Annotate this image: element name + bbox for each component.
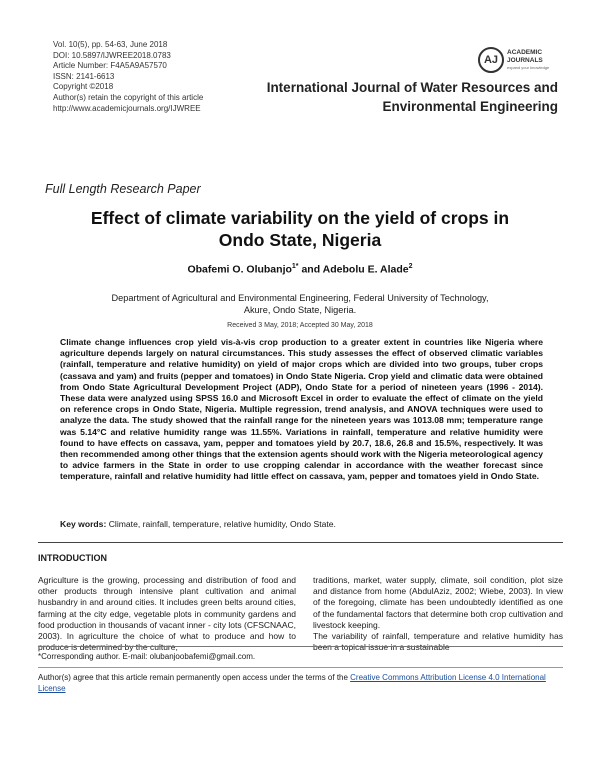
author-2: Adebolu E. Alade	[322, 263, 409, 276]
article-number-line: Article Number: F4A5A9A57570	[53, 61, 167, 71]
intro-column-right: traditions, market, water supply, climate, soil condition, plot size and distance from home (AbdulAziz, 2002; Wiebe, 2003). In view of the foregoing, climate has been undoubtedly identified as one of the fundamental factors that determine both crop cultivation and livestock keeping. The variability of rainfall, temperature and relative humidity has been a topical issue in a sustainable	[313, 575, 563, 653]
affiliation-line1: Department of Agricultural and Environmental Engineering, Federal University of Technology,	[111, 293, 489, 303]
doi-line: DOI: 10.5897/IJWREE2018.0783	[53, 50, 171, 60]
journal-url-line: http://www.academicjournals.org/IJWREE	[53, 103, 201, 113]
author-list	[0, 263, 600, 276]
footnote-divider-2	[38, 667, 563, 668]
affiliation	[80, 292, 520, 316]
journal-name-line1: International Journal of Water Resources and	[266, 80, 558, 95]
intro-column-left: Agriculture is the growing, processing and distribution of food and other products through intensive plant cultivation and animal husbandry in and around cities. It includes green belts around cities, farming at the city edge, vegetable plots in community gardens and food production in thousands of vacant inner - city lots (CFSCNAAC, 2003). In agriculture the choice of what to produce and how to produce is determined by the culture,	[38, 575, 296, 653]
footnote-divider	[38, 646, 563, 647]
logo-name	[507, 49, 543, 64]
keywords-label: Key words:	[60, 519, 107, 529]
author-separator: and	[298, 263, 323, 276]
corresponding-author-note: *Corresponding author. E-mail: olubanjoobafemi@gmail.com.	[38, 652, 256, 661]
abstract: Climate change influences crop yield vis-à-vis crop production to a greater extent in countries like Nigeria where agriculture depends largely on natural circumstances. This study assesses the effect of observed climatic variables (rainfall, temperature and relative humidity) on yield of major crops which are divided into two groups, tuber crops (cassava and yam) and fruits (pepper and tomatoes) in Ondo State Nigeria. Crop yield and climatic data were obtained from Ondo State Agricultural Development Project (ADP), Ondo State for a period of nineteen years (1996 - 2014). These data were analyzed using SPSS 16.0 and Microsoft Excel in order to evaluate the effect of climate on the yield on reference crops in Ondo State, Nigeria. Multiple regression, trend analysis, and ANOVA techniques were used to analyze the data. The study showed that the rainfall range for the nineteen years was 1013.08 mm; temperature range was 5.14°C and relative humidity range was 11.55%. Variations in rainfall, temperature and relative humidity were found to have effects on cassava, yam, pepper and tomatoes yield by 20.7, 18.6, 26.8 and 15.5%, respectively. It was then recommended among other things that the extension agents should work with the Nigeria meteorological agency to advice farmers in the State in order to use cropping calendar in accordance with the weather forecast since temperature, rainfall and relative humidity had little effect on cassava, yam, pepper and tomatoes yield in Ondo State.	[60, 337, 543, 482]
paper-type: Full Length Research Paper	[45, 182, 201, 196]
keywords	[60, 519, 543, 529]
journal-name-line2: Environmental Engineering	[382, 99, 558, 114]
logo-tagline: expand your knowledge	[507, 65, 550, 70]
logo-mark-icon: AJ	[478, 47, 504, 73]
issn-line: ISSN: 2141-6613	[53, 71, 115, 81]
license-text: Author(s) agree that this article remain permanently open access under the terms of the	[38, 673, 351, 682]
affiliation-line2: Akure, Ondo State, Nigeria.	[243, 305, 357, 315]
license-note	[38, 672, 563, 694]
volume-line: Vol. 10(5), pp. 54-63, June 2018	[53, 40, 168, 49]
title-line2: Ondo State, Nigeria	[218, 230, 382, 250]
journal-name	[267, 78, 558, 116]
received-dates: Received 3 May, 2018; Accepted 30 May, 2018	[227, 322, 373, 329]
copyright-line: Copyright ©2018	[53, 82, 114, 92]
license-link[interactable]: Creative Commons Attribution License 4.0 International License	[38, 673, 546, 693]
author-2-affiliation-mark: 2	[408, 263, 413, 270]
title-line1: Effect of climate variability on the yield of crops in	[90, 208, 510, 228]
author-1: Obafemi O. Olubanjo	[187, 263, 292, 276]
article-metadata	[53, 40, 203, 114]
article-title	[40, 207, 560, 251]
section-heading-introduction: INTRODUCTION	[38, 553, 107, 563]
author-1-affiliation-mark: 1*	[291, 263, 299, 270]
logo-name-line1: ACADEMIC	[507, 49, 543, 56]
academic-journals-logo	[478, 47, 568, 75]
keywords-list: Climate, rainfall, temperature, relative humidity, Ondo State.	[106, 519, 336, 529]
logo-name-line2: JOURNALS	[507, 56, 543, 64]
copyright-note-line: Author(s) retain the copyright of this article	[53, 92, 204, 102]
section-divider	[38, 542, 563, 543]
